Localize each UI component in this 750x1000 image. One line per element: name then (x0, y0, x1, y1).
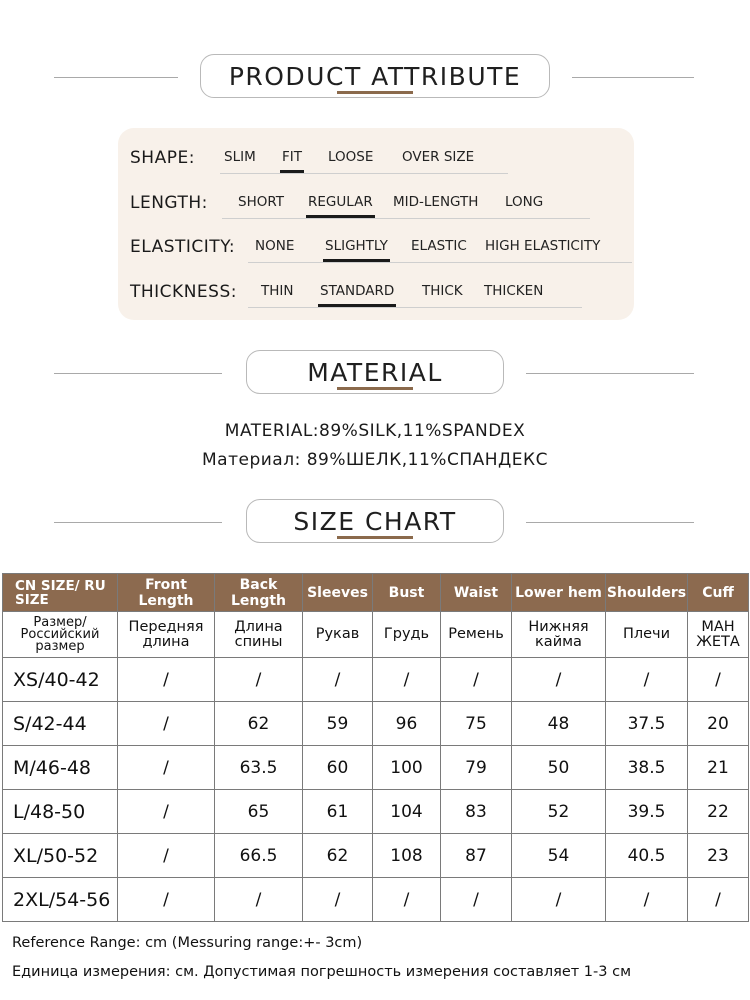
divider-line (54, 373, 222, 374)
size-label-cell: M/46-48 (3, 746, 118, 790)
size-label-cell: S/42-44 (3, 702, 118, 746)
measurement-cell: / (303, 658, 373, 702)
header-cell: Передняя длина (118, 612, 215, 658)
measurement-cell: / (118, 834, 215, 878)
product-attribute-header (0, 52, 750, 102)
measurement-cell: 22 (688, 790, 749, 834)
option-standard-selected: STANDARD (320, 283, 395, 299)
header-cell: Рукав (303, 612, 373, 658)
measurement-cell: 48 (512, 702, 606, 746)
attribute-panel (118, 128, 634, 320)
measurement-cell: 52 (512, 790, 606, 834)
attribute-label: THICKNESS: (130, 282, 237, 302)
attribute-options (248, 279, 582, 308)
attribute-options (220, 145, 508, 174)
measurement-cell: / (688, 658, 749, 702)
measurement-cell: 61 (303, 790, 373, 834)
size-label-cell: L/48-50 (3, 790, 118, 834)
measurement-cell: / (688, 878, 749, 922)
measurement-cell: / (215, 658, 303, 702)
option-short: SHORT (238, 194, 284, 210)
measurement-cell: / (373, 878, 441, 922)
option-elastic: ELASTIC (411, 238, 467, 254)
measurement-cell: 62 (303, 834, 373, 878)
measurement-cell: 38.5 (606, 746, 688, 790)
measurement-cell: / (441, 658, 512, 702)
divider-line (54, 522, 222, 523)
header-cell: Cuff (688, 574, 749, 612)
title-accent-bar (337, 91, 413, 94)
attribute-label: ELASTICITY: (130, 237, 236, 257)
attribute-label: LENGTH: (130, 193, 208, 213)
material-russian: Материал: 89%ШЕЛК,11%СПАНДЕКС (202, 450, 548, 470)
measurement-cell: / (215, 878, 303, 922)
option-slim: SLIM (224, 149, 256, 165)
measurement-cell: 83 (441, 790, 512, 834)
measurement-cell: / (512, 878, 606, 922)
measurement-cell: / (118, 790, 215, 834)
header-row-english (3, 574, 749, 612)
option-slightly-selected: SLIGHTLY (325, 238, 388, 254)
section-title-pill (246, 350, 504, 394)
header-cell: Плечи (606, 612, 688, 658)
option-mid-length: MID-LENGTH (393, 194, 479, 210)
attribute-row-elasticity (130, 229, 634, 259)
option-thick: THICK (422, 283, 463, 299)
measurement-cell: 40.5 (606, 834, 688, 878)
divider-line (526, 522, 694, 523)
header-cell: Ремень (441, 612, 512, 658)
size-chart-header (0, 497, 750, 547)
size-label-cell: XL/50-52 (3, 834, 118, 878)
section-title: PRODUCT ATTRIBUTE (228, 61, 522, 91)
measurement-cell: 66.5 (215, 834, 303, 878)
measurement-cell: 23 (688, 834, 749, 878)
header-row-russian (3, 612, 749, 658)
option-loose: LOOSE (328, 149, 374, 165)
header-cell: Bust (373, 574, 441, 612)
option-over-size: OVER SIZE (402, 149, 475, 165)
header-cell: Sleeves (303, 574, 373, 612)
measurement-cell: 96 (373, 702, 441, 746)
measurement-cell: / (606, 658, 688, 702)
attribute-label: SHAPE: (130, 148, 195, 168)
divider-line (54, 77, 178, 78)
attribute-row-length (130, 185, 634, 215)
table-row (3, 702, 749, 746)
option-long: LONG (505, 194, 544, 210)
divider-line (526, 373, 694, 374)
table-row (3, 834, 749, 878)
measurement-cell: 100 (373, 746, 441, 790)
option-thicken: THICKEN (484, 283, 544, 299)
size-label-cell: XS/40-42 (3, 658, 118, 702)
attribute-options (222, 190, 590, 219)
header-cell: Shoulders (606, 574, 688, 612)
option-fit-selected: FIT (282, 149, 302, 165)
measurement-cell: / (118, 658, 215, 702)
measurement-cell: 104 (373, 790, 441, 834)
header-cell: Нижняя кайма (512, 612, 606, 658)
measurement-cell: 59 (303, 702, 373, 746)
table-row (3, 746, 749, 790)
measurement-cell: 54 (512, 834, 606, 878)
measurement-cell: / (303, 878, 373, 922)
header-cell: МАН ЖЕТА (688, 612, 749, 658)
measurement-cell: / (118, 702, 215, 746)
measurement-cell: 37.5 (606, 702, 688, 746)
size-rows (3, 658, 749, 922)
reference-note-english: Reference Range: cm (Messuring range:+- 3cm) (12, 935, 363, 951)
header-cell: Размер/ Российский размер (3, 612, 118, 658)
section-title: SIZE CHART (293, 506, 457, 536)
measurement-cell: / (118, 746, 215, 790)
measurement-cell: 79 (441, 746, 512, 790)
measurement-cell: / (441, 878, 512, 922)
measurement-cell: 20 (688, 702, 749, 746)
measurement-cell: / (118, 878, 215, 922)
header-cell: Waist (441, 574, 512, 612)
measurement-cell: 60 (303, 746, 373, 790)
header-cell: Длина спины (215, 612, 303, 658)
section-title-pill (246, 499, 504, 543)
option-none: NONE (255, 238, 295, 254)
size-label-cell: 2XL/54-56 (3, 878, 118, 922)
measurement-cell: 108 (373, 834, 441, 878)
attribute-row-thickness (130, 274, 634, 304)
attribute-row-shape (130, 140, 634, 170)
header-cell: Front Length (118, 574, 215, 612)
measurement-cell: 21 (688, 746, 749, 790)
size-chart-table (2, 573, 749, 922)
table-row (3, 790, 749, 834)
table-row (3, 658, 749, 702)
material-header (0, 348, 750, 398)
reference-note-russian: Единица измерения: см. Допустимая погрешность измерения составляет 1-3 см (12, 964, 632, 980)
measurement-cell: 87 (441, 834, 512, 878)
header-cell: Back Length (215, 574, 303, 612)
section-title: MATERIAL (307, 357, 443, 387)
title-accent-bar (337, 387, 413, 390)
header-cell: Lower hem (512, 574, 606, 612)
measurement-cell: 50 (512, 746, 606, 790)
option-regular-selected: REGULAR (308, 194, 373, 210)
measurement-cell: / (512, 658, 606, 702)
table-row (3, 878, 749, 922)
option-high-elasticity: HIGH ELASTICITY (485, 238, 601, 254)
option-thin: THIN (261, 283, 294, 299)
header-cell: CN SIZE/ RU SIZE (3, 574, 118, 612)
title-accent-bar (337, 536, 413, 539)
measurement-cell: 62 (215, 702, 303, 746)
measurement-cell: 63.5 (215, 746, 303, 790)
measurement-cell: 65 (215, 790, 303, 834)
header-cell: Грудь (373, 612, 441, 658)
attribute-options (248, 234, 632, 263)
measurement-cell: 75 (441, 702, 512, 746)
divider-line (572, 77, 694, 78)
section-title-pill (200, 54, 550, 98)
measurement-cell: 39.5 (606, 790, 688, 834)
material-english: MATERIAL:89%SILK,11%SPANDEX (224, 421, 526, 441)
measurement-cell: / (373, 658, 441, 702)
measurement-cell: / (606, 878, 688, 922)
